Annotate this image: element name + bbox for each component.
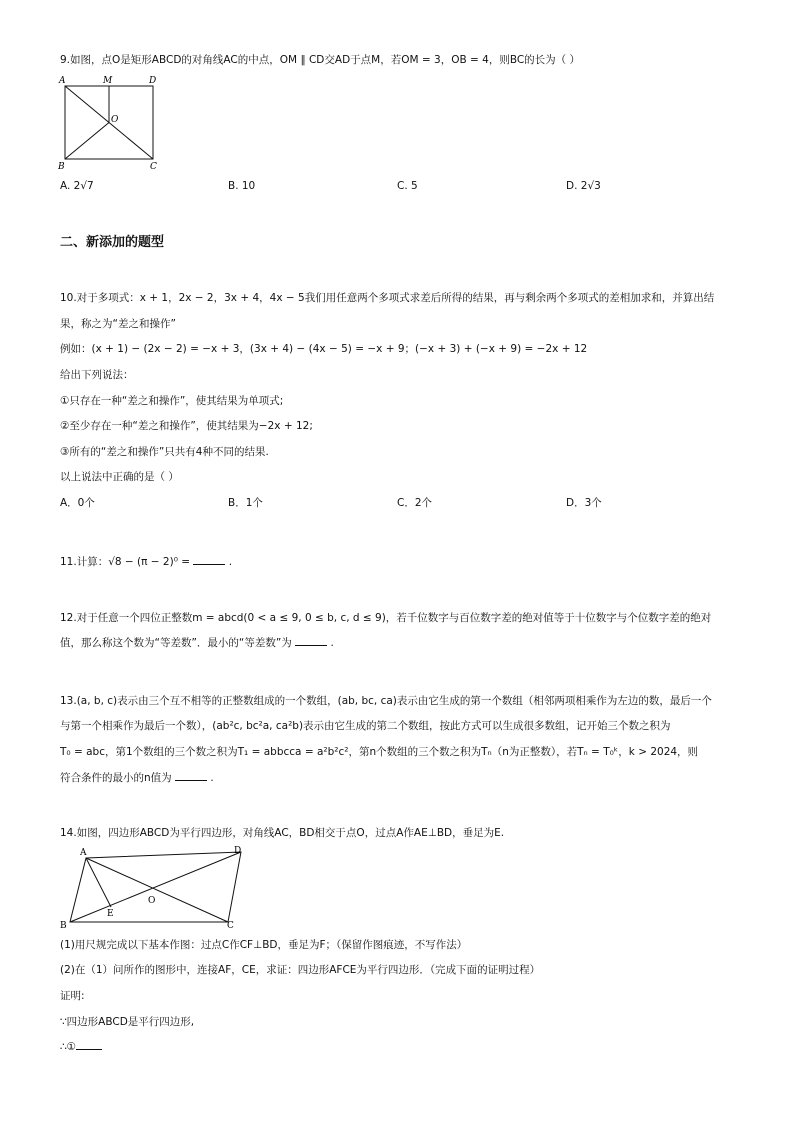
q9-option-b: B. 10 <box>228 180 256 192</box>
q12-stem-line1: 12.对于任意一个四位正整数m = abcd(0 < a ≤ 9, 0 ≤ b, c, d ≤ 9)，若千位数字与百位数字差的绝对值等于十位数字与个位数字差的绝对 <box>60 612 712 624</box>
q9-label-m: M <box>103 76 113 86</box>
q14-part2: (2)在（1）问所作的图形中，连接AF，CE，求证：四边形AFCE为平行四边形．（完成下面的证明过程） <box>60 964 541 976</box>
q9-stem: 9.如图，点O是矩形ABCD的对角线AC的中点，OM ∥ CD交AD于点M，若OM = 3，OB = 4，则BC的长为（ ） <box>60 54 581 66</box>
q14-answer-blank[interactable] <box>76 1049 102 1050</box>
q12-text: 值，那么称这个数为“等差数”．最小的“等差数”为 <box>60 637 292 649</box>
q10-question: 以上说法中正确的是（ ） <box>60 471 179 483</box>
q9-label-a: A <box>59 76 66 86</box>
q10-option-b: B．1个 <box>228 497 263 509</box>
q10-option-c: C．2个 <box>397 497 433 509</box>
q9-rectangle-figure <box>56 72 166 172</box>
q13-tail: . <box>210 772 214 784</box>
q9-option-a: A. 2√7 <box>60 180 94 192</box>
q9-label-b: B <box>58 162 65 172</box>
q14-proof-label: 证明: <box>60 990 85 1002</box>
q14-stem: 14.如图，四边形ABCD为平行四边形，对角线AC，BD相交于点O，过点A作AE⊥BD，垂足为E. <box>60 827 505 839</box>
q13-stem-line2: 与第一个相乘作为最后一个数），(ab²c, bc²a, ca²b)表示由它生成的第二个数组，按此方式可以生成很多数组，记开始三个数之积为 <box>60 720 671 732</box>
q9-label-c: C <box>150 162 157 172</box>
q13-stem-line3: T₀ = abc，第1个数组的三个数之积为T₁ = abbcca = a²b²c²，第n个数组的三个数之积为Tₙ（n为正整数），若Tₙ = T₀ᵏ，k > 2024，则 <box>60 746 699 758</box>
q10-stem-line1: 10.对于多项式：x + 1，2x − 2，3x + 4，4x − 5我们用任意两个多项式求差后所得的结果，再与剩余两个多项式的差相加求和，并算出结 <box>60 292 715 304</box>
q14-part1: (1)用尺规完成以下基本作图：过点C作CF⊥BD，垂足为F；（保留作图痕迹，不写作法） <box>60 939 468 951</box>
q11-answer-blank[interactable] <box>193 564 225 565</box>
q12-answer-blank[interactable] <box>295 645 327 646</box>
q14-parallelogram-figure <box>56 844 256 934</box>
q10-example: 例如：(x + 1) − (2x − 2) = −x + 3，(3x + 4) − (4x − 5) = −x + 9；(−x + 3) + (−x + 9) = −2x + 12 <box>60 343 588 355</box>
q10-statement-3: ③所有的“差之和操作”只共有4种不同的结果. <box>60 446 269 458</box>
q9-label-o: O <box>111 115 119 125</box>
q11-tail: . <box>228 556 233 568</box>
q12-stem-line2 <box>60 636 334 650</box>
q14-proof-since: ∵四边形ABCD是平行四边形, <box>60 1016 195 1028</box>
q10-option-d: D．3个 <box>566 497 602 509</box>
q9-label-d: D <box>149 76 157 86</box>
q10-stem-line2: 果，称之为“差之和操作” <box>60 318 176 330</box>
q11-text: 11.计算：√8 − (π − 2)⁰ = <box>60 556 191 568</box>
q14-label-c: C <box>227 921 234 931</box>
q14-label-a: A <box>80 848 87 858</box>
q9-option-c: C. 5 <box>397 180 418 192</box>
section-heading: 二、新添加的题型 <box>60 235 165 250</box>
q14-label-d: D <box>234 846 242 856</box>
q13-stem-line1: 13.(a, b, c)表示由三个互不相等的正整数组成的一个数组，(ab, bc, ca)表示由它生成的第一个数组（相邻两项相乘作为左边的数，最后一个 <box>60 695 712 707</box>
q14-therefore-text: ∴① <box>60 1041 77 1053</box>
q13-text: 符合条件的最小的n值为 <box>60 772 172 784</box>
q10-intro: 给出下列说法： <box>60 369 134 381</box>
q12-tail: . <box>330 637 334 649</box>
q13-stem-line4 <box>60 771 214 785</box>
q13-answer-blank[interactable] <box>175 780 207 781</box>
q14-label-o: O <box>148 896 156 906</box>
q10-statement-1: ①只存在一种“差之和操作”，使其结果为单项式; <box>60 395 284 407</box>
q14-proof-therefore <box>60 1040 102 1054</box>
q10-statement-2: ②至少存在一种“差之和操作”，使其结果为−2x + 12; <box>60 420 313 432</box>
q14-label-e: E <box>107 909 114 919</box>
q14-label-b: B <box>60 921 67 931</box>
q9-option-d: D. 2√3 <box>566 180 601 192</box>
q10-option-a: A．0个 <box>60 497 95 509</box>
q11-stem <box>60 555 232 569</box>
